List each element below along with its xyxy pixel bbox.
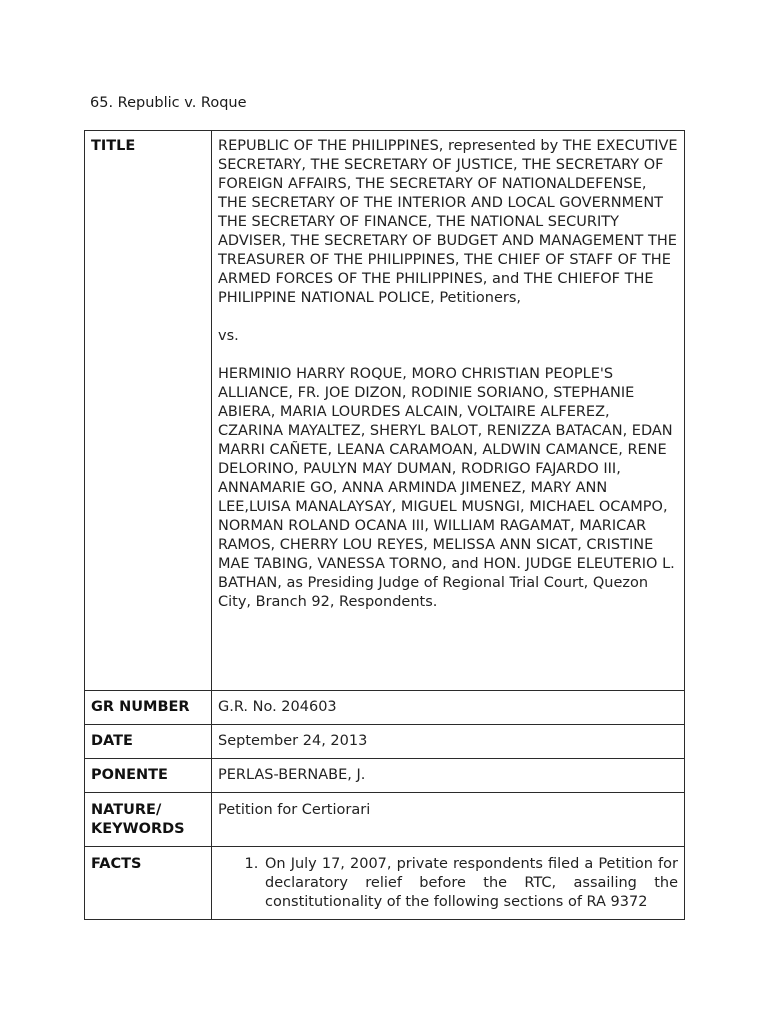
nature-row bbox=[85, 793, 685, 847]
facts-item: 1. On July 17, 2007, private respondents filed a Petition for declaratory relief before the RTC, assailing the constitutionality of the following sections of RA 9372 bbox=[263, 855, 678, 912]
document-heading: 65. Republic v. Roque bbox=[90, 95, 247, 111]
versus-text: vs. bbox=[218, 328, 239, 344]
gr-number-label: GR NUMBER bbox=[85, 691, 212, 725]
gr-number-row bbox=[85, 691, 685, 725]
facts-row bbox=[85, 847, 685, 920]
ponente-row bbox=[85, 759, 685, 793]
ponente-label: PONENTE bbox=[85, 759, 212, 793]
title-label: TITLE bbox=[85, 131, 212, 691]
title-row bbox=[85, 131, 685, 691]
case-digest-table bbox=[84, 130, 685, 920]
petitioners-text: REPUBLIC OF THE PHILIPPINES, represented by THE EXECUTIVE SECRETARY, THE SECRETARY OF JUSTICE, THE SECRETARY OF FOREIGN AFFAIRS, THE SECRETARY OF NATIONALDEFENSE, THE SECRETARY OF THE INTERIOR AND LOCAL GOVERNMENT THE SECRETARY OF FINANCE, THE NATIONAL SECURITY ADVISER, THE SECRETARY OF BUDGET AND MANAGEMENT THE TREASURER OF THE PHILIPPINES, THE CHIEF OF STAFF OF THE ARMED FORCES OF THE PHILIPPINES, and THE CHIEFOF THE PHILIPPINE NATIONAL POLICE, Petitioners, bbox=[218, 138, 678, 306]
nature-label bbox=[85, 793, 212, 847]
gr-number-value: G.R. No. 204603 bbox=[212, 691, 685, 725]
facts-list bbox=[218, 855, 678, 912]
facts-value bbox=[212, 847, 685, 920]
facts-label: FACTS bbox=[85, 847, 212, 920]
respondents-text: HERMINIO HARRY ROQUE, MORO CHRISTIAN PEOPLE'S ALLIANCE, FR. JOE DIZON, RODINIE SORIANO, STEPHANIE ABIERA, MARIA LOURDES ALCAIN, VOLTAIRE ALFEREZ, CZARINA MAYALTEZ, SHERYL BALOT, RENIZZA BATACAN, EDAN MARRI CAÑETE, LEANA CARAMOAN, ALDWIN CAMANCE, RENE DELORINO, PAULYN MAY DUMAN, RODRIGO FAJARDO III, ANNAMARIE GO, ANNA ARMINDA JIMENEZ, MARY ANN LEE,LUISA MANALAYSAY, MIGUEL MUSNGI, MICHAEL OCAMPO, NORMAN ROLAND OCANA III, WILLIAM RAGAMAT, MARICAR RAMOS, CHERRY LOU REYES, MELISSA ANN SICAT, CRISTINE MAE TABING, VANESSA TORNO, and HON. JUDGE ELEUTERIO L. BATHAN, as Presiding Judge of Regional Trial Court, Quezon City, Branch 92, Respondents. bbox=[218, 366, 675, 610]
date-label: DATE bbox=[85, 725, 212, 759]
nature-value: Petition for Certiorari bbox=[212, 793, 685, 847]
date-value: September 24, 2013 bbox=[212, 725, 685, 759]
nature-label-line2: KEYWORDS bbox=[91, 821, 185, 837]
date-row bbox=[85, 725, 685, 759]
title-value bbox=[212, 131, 685, 691]
nature-label-line1: NATURE/ bbox=[91, 802, 162, 818]
ponente-value: PERLAS-BERNABE, J. bbox=[212, 759, 685, 793]
